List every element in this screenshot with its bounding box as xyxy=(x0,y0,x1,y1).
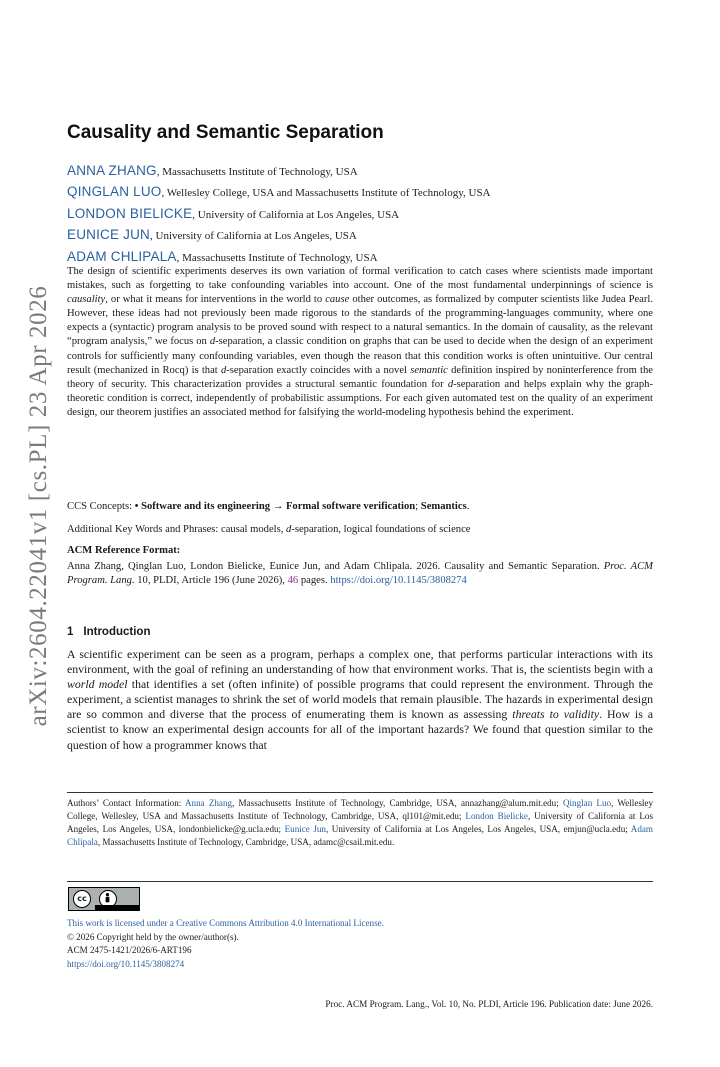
license-block xyxy=(67,917,653,972)
author-name[interactable]: ANNA ZHANG xyxy=(67,163,157,178)
author-affiliation: , Massachusetts Institute of Technology, USA xyxy=(176,251,378,264)
cc-by-badge[interactable] xyxy=(68,887,140,911)
author-affiliation: , University of California at Los Angeles, USA xyxy=(150,230,357,243)
person-icon-glyph xyxy=(100,891,115,906)
acm-reference-heading: ACM Reference Format: xyxy=(67,545,181,556)
author-affiliation: , Massachusetts Institute of Technology, USA xyxy=(156,166,358,178)
keywords: Additional Key Words and Phrases: causal models, d-separation, logical foundations of science xyxy=(67,524,471,535)
abstract: The design of scientific experiments deserves its own variation of formal verification to catch cases where scientists made important mistakes, such as forgetting to take confounding variables into account. One of the most fundamental underpinnings of science is causality, or what it means for interventions in the world to cause other outcomes, as formalized by computer scientists like Judea Pearl. However, these ideas had not previously been made rigorous to the standards of the programming-languages community, where one expects a (syntactic) program analysis to be proved sound with respect to a natural semantics. In the domain of causality, as the relevant “program analysis,” we focus on d-separation, a classic condition on graphs that can be used to decide when the design of an experiment controls for sufficiently many confounding variables, even though the reason that this condition works is often unintuitive. Our central result (mechanized in Rocq) is that d-separation exactly coincides with a novel semantic definition inspired by noninterference from the theory of security. This characterization provides a structural semantic foundation for d-separation and helps explain why the graph-theoretic condition is correct, independently of probabilistic assumptions. For each given automated test on the quality of an experiment design, our theorem justifies an associated method for falsifying the world-modeling hypothesis behind the experiment. xyxy=(67,266,654,418)
introduction-paragraph: A scientific experiment can be seen as a program, perhaps a complex one, that performs particular interactions with its environment, with the goal of refining an understanding of how that environment works. That is, the scientists begin with a world model that identifies a set (often infinite) of possible programs that could represent the environment. Through the experiment, a scientist manages to shrink the set of world models that remain plausible. The hazards in experimental design are so common and diverse that the process of enumerating them is known as assessing threats to validity. How is a scientist to know an experimental design accounts for all of the important hazards? We found that question similar to the question of how a programmer knows that xyxy=(67,647,653,752)
acm-reference: Anna Zhang, Qinglan Luo, London Bielicke, Eunice Jun, and Adam Chlipala. 2026. Causality and Semantic Separation. Proc. ACM Program. Lang. 10, PLDI, Article 196 (June 2026), 46 pages. https://doi.org/10.1145/3808274 xyxy=(67,561,653,586)
author-link[interactable]: London Bielicke xyxy=(465,811,528,821)
arxiv-stamp xyxy=(22,276,56,736)
section-title: Introduction xyxy=(83,626,151,638)
author-affiliation: , University of California at Los Angeles, USA xyxy=(192,208,400,221)
author-name[interactable]: ADAM CHLIPALA xyxy=(67,248,177,264)
section-heading xyxy=(67,626,653,638)
author-link[interactable]: Eunice Jun xyxy=(284,824,326,834)
author-link[interactable]: Qinglan Luo xyxy=(562,798,612,808)
license-link[interactable]: This work is licensed under a Creative Commons Attribution 4.0 International License. xyxy=(67,918,384,928)
author-name[interactable]: LONDON BIELICKE xyxy=(67,205,193,221)
arxiv-id: arXiv:2604.22041v1 [cs.PL] 23 Apr 2026 xyxy=(25,285,52,727)
paper-title: Causality and Semantic Separation xyxy=(67,122,384,143)
doi-link[interactable]: https://doi.org/10.1145/3808274 xyxy=(330,575,467,586)
license-doi-link[interactable]: https://doi.org/10.1145/3808274 xyxy=(67,959,185,970)
author-1 xyxy=(67,161,653,182)
author-2 xyxy=(67,182,653,203)
author-name[interactable]: EUNICE JUN xyxy=(67,227,151,243)
author-link[interactable]: Anna Zhang xyxy=(184,798,233,808)
section-number: 1 xyxy=(67,626,74,638)
page-footer: Proc. ACM Program. Lang., Vol. 10, No. PLDI, Article 196. Publication date: June 2026. xyxy=(325,999,653,1009)
copyright-line: © 2026 Copyright held by the owner/author(s). xyxy=(67,931,239,942)
cc-icon: cc xyxy=(73,890,91,908)
author-link[interactable]: Adam Chlipala xyxy=(67,824,653,847)
footnote-rule xyxy=(67,792,653,793)
by-strip xyxy=(95,905,139,910)
author-contact-info: Authors’ Contact Information: Anna Zhang, Massachusetts Institute of Technology, Cambridge, USA, annazhang@alum.mit.edu; Qinglan Luo, Wellesley College, Wellesley, USA and Massachusetts Institute of Technology, Cambridge, USA, ql101@mit.edu; London Bielicke, University of California at Los Angeles, Los Angeles, USA, londonbielicke@g.ucla.edu; Eunice Jun, University of California at Los Angeles, Los Angeles, USA, emjun@ucla.edu; Adam Chlipala, Massachusetts Institute of Technology, Cambridge, USA, adamc@csail.mit.edu. xyxy=(67,798,654,847)
author-list xyxy=(67,161,653,268)
author-4 xyxy=(67,225,653,246)
acm-issn-line: ACM 2475-1421/2026/6-ART196 xyxy=(67,945,192,956)
author-affiliation: , Wellesley College, USA and Massachusetts Institute of Technology, USA xyxy=(161,187,491,200)
ccs-concepts: CCS Concepts: • Software and its engineering → Formal software verification; Semantics. xyxy=(67,501,470,512)
author-name[interactable]: QINGLAN LUO xyxy=(67,184,162,200)
author-3 xyxy=(67,204,653,225)
license-rule xyxy=(67,881,653,882)
page-count-link[interactable]: 46 xyxy=(287,575,299,586)
